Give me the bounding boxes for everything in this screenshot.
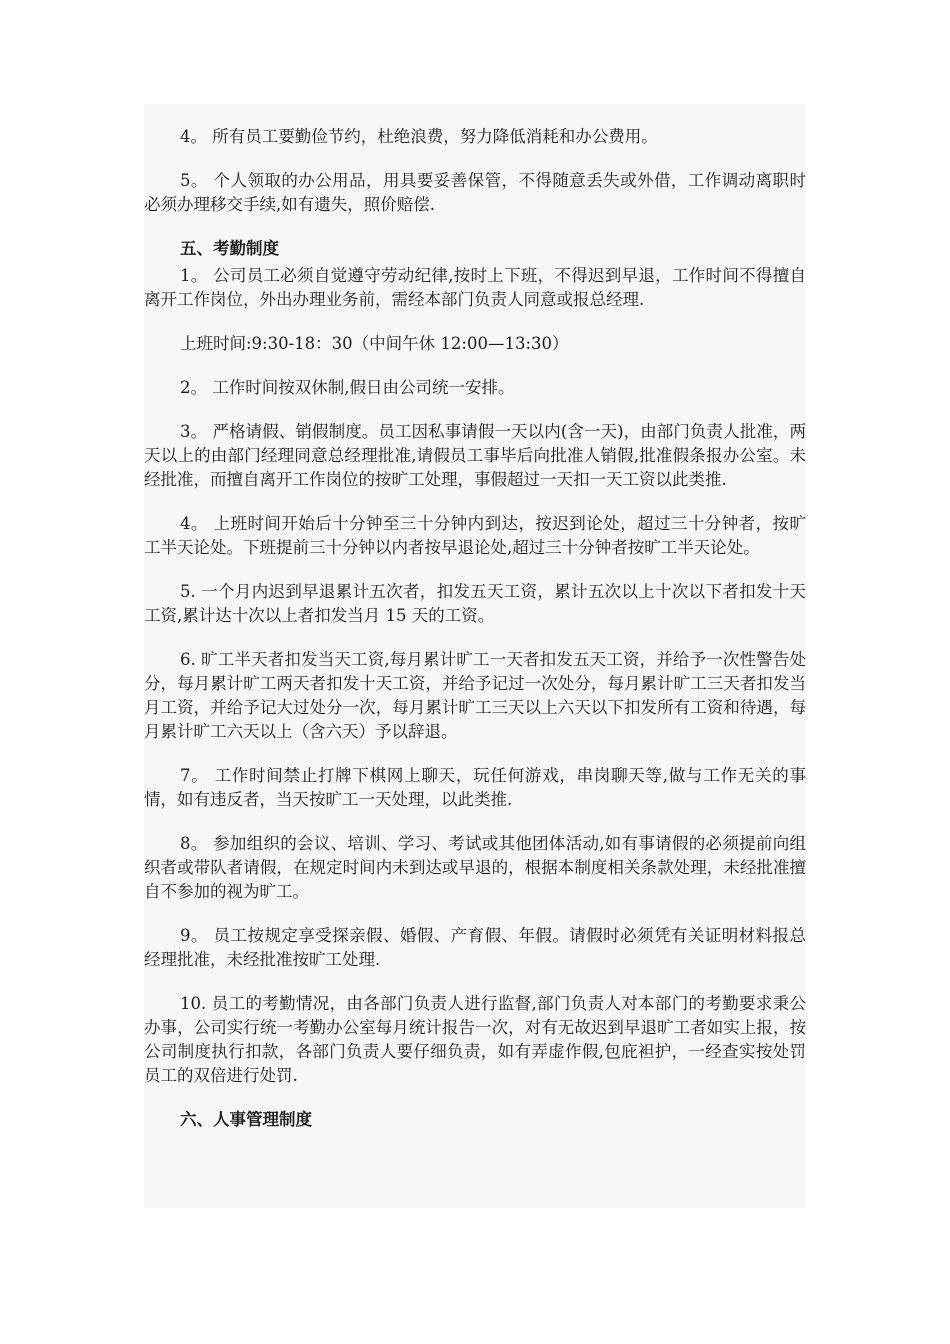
paragraph-lateness: 4。 上班时间开始后十分钟至三十分钟内到达，按迟到论处，超过三十分钟者，按旷工半天论处。下班提前三十分钟以内者按早退论处,超过三十分钟者按旷工半天论处。	[144, 514, 806, 557]
paragraph-absence-penalty: 6. 旷工半天者扣发当天工资,每月累计旷工一天者扣发五天工资，并给予一次性警告处分，每月累计旷工两天者扣发十天工资，并给予记过一次处分，每月累计旷工三天者扣发当月工资，并给予记大过处分一次，每月累计旷工三天以上六天以下扣发所有工资和待遇，每月累计旷工六天以上（含六天）予以辞退。	[144, 650, 806, 741]
section-heading-attendance: 五、考勤制度	[180, 239, 279, 258]
paragraph-statutory-leave: 9。 员工按规定享受探亲假、婚假、产育假、年假。请假时必须凭有关证明材料报总经理批准，未经批准按旷工处理.	[144, 926, 806, 969]
paragraph-group-activities: 8。 参加组织的会议、培训、学习、考试或其他团体活动,如有事请假的必须提前向组织者或带队者请假，在规定时间内未到达或早退的，根据本制度相关条款处理，未经批准擅自不参加的视为旷工。	[144, 834, 806, 901]
paragraph-work-conduct: 7。 工作时间禁止打牌下棋网上聊天，玩任何游戏，串岗聊天等,做与工作无关的事情，如有违反者，当天按旷工一天处理，以此类推.	[144, 766, 806, 809]
section-heading-personnel: 六、人事管理制度	[180, 1110, 312, 1129]
paragraph-leave-policy: 3。 严格请假、销假制度。员工因私事请假一天以内(含一天)，由部门负责人批准，两天以上的由部门经理同意总经理批准,请假员工事毕后向批准人销假,批准假条报办公室。未经批准，而擅自离开工作岗位的按旷工处理，事假超过一天扣一天工资以此类推.	[144, 422, 806, 489]
document-body	[144, 125, 806, 1135]
paragraph-frugality: 4。 所有员工要勤俭节约，杜绝浪费，努力降低消耗和办公费用。	[180, 127, 658, 146]
paragraph-attendance-supervision: 10. 员工的考勤情况，由各部门负责人进行监督,部门负责人对本部门的考勤要求秉公办事，公司实行统一考勤办公室每月统计报告一次，对有无故迟到早退旷工者如实上报，按公司制度执行扣款，各部门负责人要仔细负责，如有弄虚作假,包庇袒护，一经查实按处罚员工的双倍进行处罚.	[144, 994, 806, 1085]
paragraph-labor-discipline: 1。 公司员工必须自觉遵守劳动纪律,按时上下班，不得迟到早退，工作时间不得擅自离开工作岗位，外出办理业务前，需经本部门负责人同意或报总经理.	[144, 266, 806, 309]
paragraph-office-supplies: 5。 个人领取的办公用品，用具要妥善保管，不得随意丢失或外借，工作调动离职时必须办理移交手续,如有遗失，照价赔偿.	[144, 171, 806, 214]
paragraph-lateness-penalty: 5. 一个月内迟到早退累计五次者，扣发五天工资，累计五次以上十次以下者扣发十天工资,累计达十次以上者扣发当月 15 天的工资。	[144, 582, 806, 625]
paragraph-weekend-schedule: 2。 工作时间按双休制,假日由公司统一安排。	[180, 378, 515, 397]
paragraph-work-hours: 上班时间:9:30-18：30（中间午休 12:00—13:30）	[180, 334, 569, 353]
